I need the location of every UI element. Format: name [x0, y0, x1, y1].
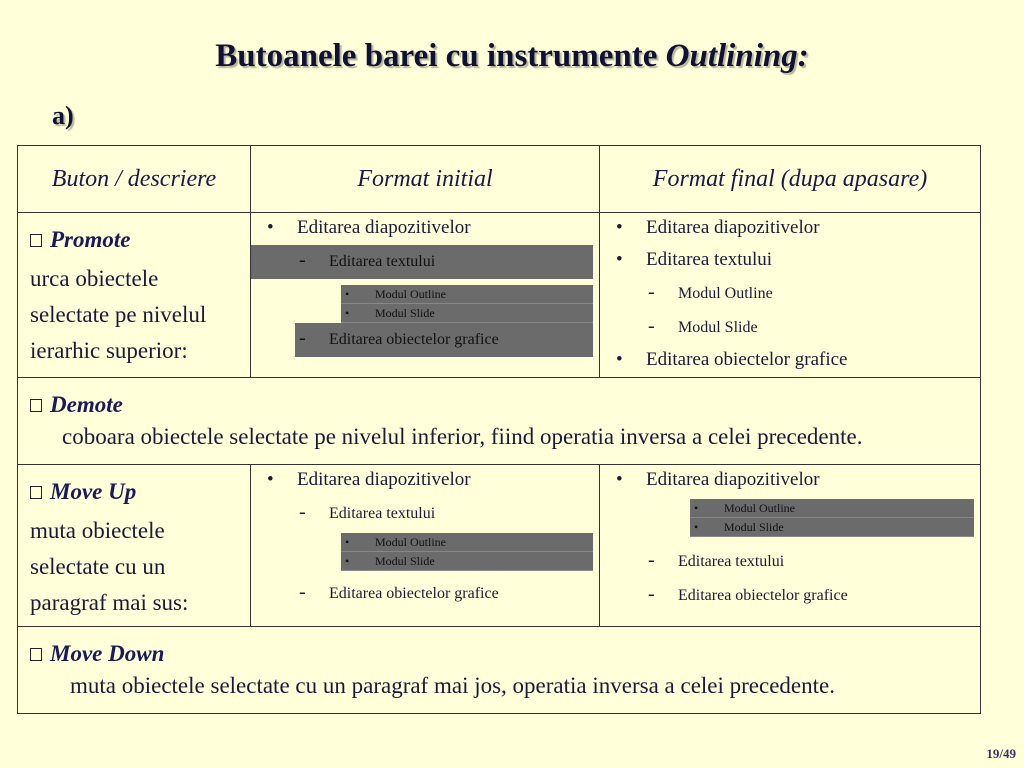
list-item: - Editarea obiectelor grafice: [600, 579, 980, 613]
movedown-desc: muta obiectele selectate cu un paragraf mai jos, operatia inversa a celei precedente.: [70, 673, 835, 698]
demote-desc: coboara obiectele selectate pe nivelul inferior, fiind operatia inversa a celei precedente.: [62, 424, 863, 449]
list-item: • Editarea diapozitivelor: [267, 217, 471, 238]
list-item: - Editarea textului: [600, 545, 980, 579]
header-row: [18, 146, 981, 213]
demote-cell: [18, 378, 981, 465]
outlining-table: [17, 145, 981, 714]
moveup-desc: muta obiectele selectate cu un paragraf mai sus:: [30, 518, 189, 615]
bullet-icon: •: [267, 217, 274, 238]
gray-sublist: [690, 499, 974, 537]
checkbox-icon: [30, 399, 42, 412]
list-item: • Editarea diapozitivelor: [267, 469, 471, 490]
list-item: - Editarea obiectelor grafice: [295, 323, 593, 357]
row-movedown: [18, 627, 981, 714]
list-item: • Editarea diapozitivelor: [616, 217, 820, 238]
promote-initial-cell: [251, 213, 600, 378]
list-item: - Modul Outline: [600, 277, 980, 311]
movedown-name: Move Down: [30, 641, 980, 667]
list-item: - Editarea obiectelor grafice: [251, 577, 599, 611]
dash-icon: -: [648, 281, 655, 303]
bullet-icon: •: [616, 469, 623, 490]
list-item: - Modul Slide: [600, 311, 980, 345]
moveup-desc-cell: [18, 465, 251, 627]
list-item: • Modul Outline: [341, 285, 593, 304]
title-text: Butoanele barei cu instrumente: [215, 38, 666, 74]
list-item: • Modul Slide: [341, 304, 593, 323]
page-number: 19/49: [986, 746, 1016, 761]
header-button: Buton / descriere: [18, 146, 251, 213]
bullet-icon: •: [694, 501, 699, 515]
checkbox-icon: [30, 234, 42, 247]
dash-icon: -: [299, 249, 306, 271]
list-item: - Editarea textului: [251, 245, 593, 279]
demote-name: Demote: [30, 392, 980, 418]
movedown-cell: [18, 627, 981, 714]
list-item: • Modul Outline: [341, 533, 593, 552]
subtitle: a): [52, 101, 74, 130]
list-item: • Editarea obiectelor grafice: [616, 349, 848, 370]
bullet-icon: •: [345, 535, 350, 549]
bullet-icon: •: [345, 554, 350, 568]
title-italic-text: Outlining:: [665, 38, 809, 74]
gray-sublist: [341, 285, 593, 323]
promote-name: Promote: [30, 227, 250, 253]
bullet-icon: •: [267, 469, 274, 490]
bullet-icon: •: [616, 349, 623, 370]
list-item: • Modul Slide: [341, 552, 593, 571]
list-item: • Editarea textului: [616, 249, 773, 270]
moveup-final-cell: [600, 465, 981, 627]
promote-desc: urca obiectele selectate pe nivelul ierarhic superior:: [30, 266, 207, 363]
bullet-icon: •: [345, 306, 350, 320]
dash-icon: -: [648, 549, 655, 571]
bullet-icon: •: [616, 249, 623, 270]
dash-icon: -: [299, 327, 306, 349]
row-demote: [18, 378, 981, 465]
list-item: - Editarea textului: [251, 497, 599, 531]
checkbox-icon: [30, 648, 42, 661]
list-item: • Modul Slide: [690, 518, 974, 537]
promote-desc-cell: [18, 213, 251, 378]
dash-icon: -: [299, 581, 306, 603]
row-promote: [18, 213, 981, 378]
dash-icon: -: [648, 315, 655, 337]
header-final: Format final (dupa apasare): [600, 146, 981, 213]
checkbox-icon: [30, 486, 42, 499]
list-item: • Editarea diapozitivelor: [616, 469, 820, 490]
header-initial: Format initial: [251, 146, 600, 213]
moveup-name: Move Up: [30, 479, 250, 505]
bullet-icon: •: [694, 520, 699, 534]
dash-icon: -: [648, 583, 655, 605]
slide-title: [0, 38, 1024, 75]
dash-icon: -: [299, 501, 306, 523]
moveup-initial-cell: [251, 465, 600, 627]
list-item: • Modul Outline: [690, 499, 974, 518]
promote-final-cell: [600, 213, 981, 378]
bullet-icon: •: [345, 287, 350, 301]
bullet-icon: •: [616, 217, 623, 238]
row-moveup: [18, 465, 981, 627]
gray-sublist: [341, 533, 593, 571]
